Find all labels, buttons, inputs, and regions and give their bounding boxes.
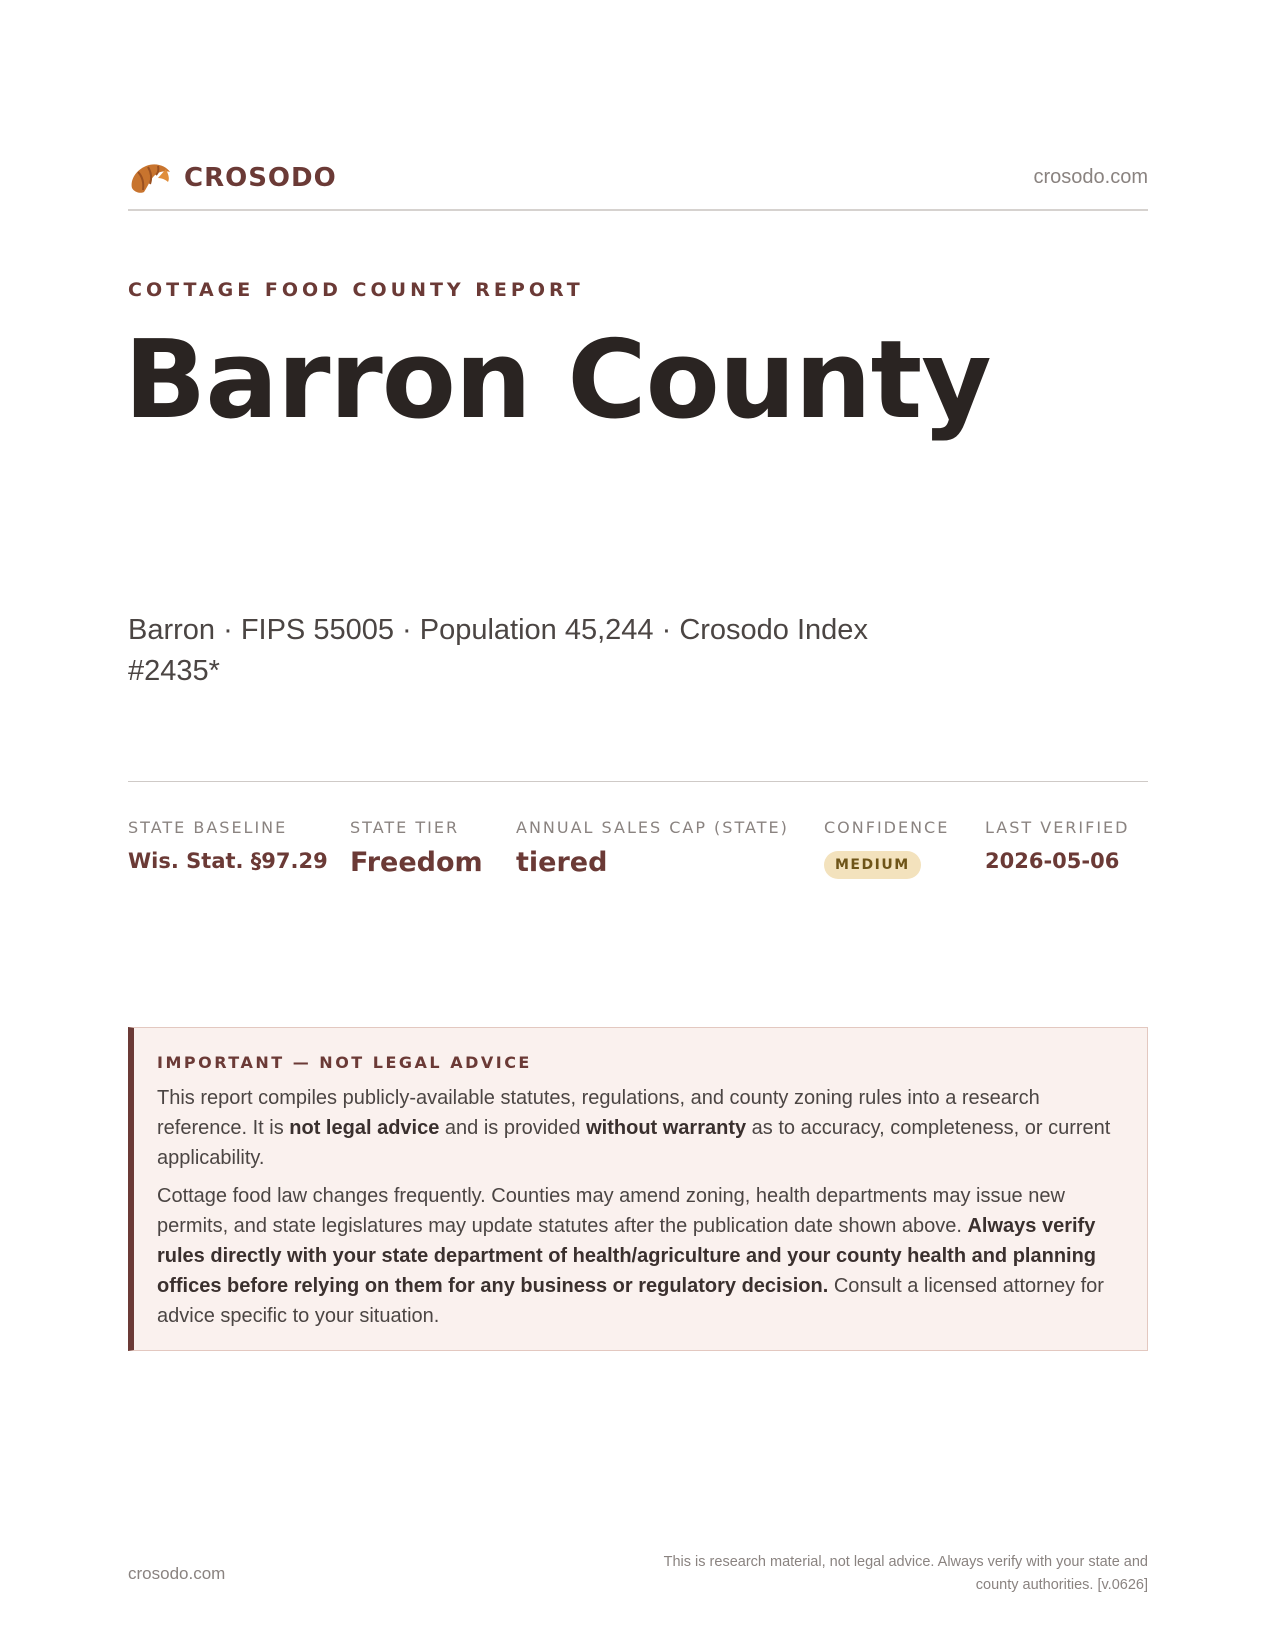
report-page [124, 0, 1148, 1650]
county-meta: Barron · FIPS 55005 · Population 45,244 · Crosodo Index #2435* [128, 614, 868, 687]
notice-paragraph-1 [157, 1083, 1127, 1173]
notice-text: as to accuracy, completeness, or current applicability. [157, 1117, 1111, 1169]
stat-value: tiered [516, 847, 608, 878]
brand-name: CROSODO [184, 163, 337, 193]
brand-url[interactable]: crosodo.com [1033, 166, 1148, 188]
footer-disclaimer: This is research material, not legal advice. Always verify with your state and county authorities. [v.0626] [663, 1554, 1148, 1593]
notice-emphasis: not legal advice [289, 1117, 440, 1139]
brand-header [128, 158, 1148, 208]
notice-text: Cottage food law changes frequently. Counties may amend zoning, health departments may issue new permits, and state legislatures may update statutes after the publication date shown above. [157, 1185, 1065, 1237]
notice-text: This report compiles publicly-available statutes, regulations, and county zoning rules into a research reference. It is [157, 1087, 1040, 1139]
stat-last-verified [985, 818, 1129, 873]
stat-state-baseline [128, 818, 328, 873]
header-divider [128, 209, 1148, 211]
stat-label: STATE BASELINE [128, 818, 288, 837]
stat-state-tier [350, 818, 483, 878]
stat-value: Wis. Stat. §97.29 [128, 849, 328, 873]
confidence-badge: MEDIUM [824, 851, 921, 879]
stat-value: 2026-05-06 [985, 849, 1120, 873]
section-divider [128, 781, 1148, 782]
notice-heading: IMPORTANT — NOT LEGAL ADVICE [157, 1053, 532, 1072]
stat-value: Freedom [350, 847, 483, 878]
page-title: Barron County [124, 318, 991, 443]
report-kicker: COTTAGE FOOD COUNTY REPORT [128, 279, 584, 301]
notice-emphasis: without warranty [586, 1117, 747, 1139]
footer-url[interactable]: crosodo.com [128, 1564, 226, 1583]
croissant-icon [128, 158, 172, 198]
stat-annual-sales-cap [516, 818, 789, 878]
stat-label: LAST VERIFIED [985, 818, 1130, 837]
notice-paragraph-2 [157, 1181, 1127, 1331]
legal-notice [128, 1027, 1148, 1351]
stat-confidence [824, 818, 949, 879]
stat-label: CONFIDENCE [824, 818, 950, 837]
stat-label: STATE TIER [350, 818, 460, 837]
notice-text: Consult a licensed attorney for advice specific to your situation. [157, 1275, 1104, 1327]
notice-emphasis: Always verify rules directly with your state department of health/agriculture and your county health and planning offices before relying on them for any business or regulatory decision. [157, 1215, 1097, 1297]
notice-text: and is provided [439, 1117, 587, 1139]
stat-label: ANNUAL SALES CAP (STATE) [516, 818, 789, 837]
